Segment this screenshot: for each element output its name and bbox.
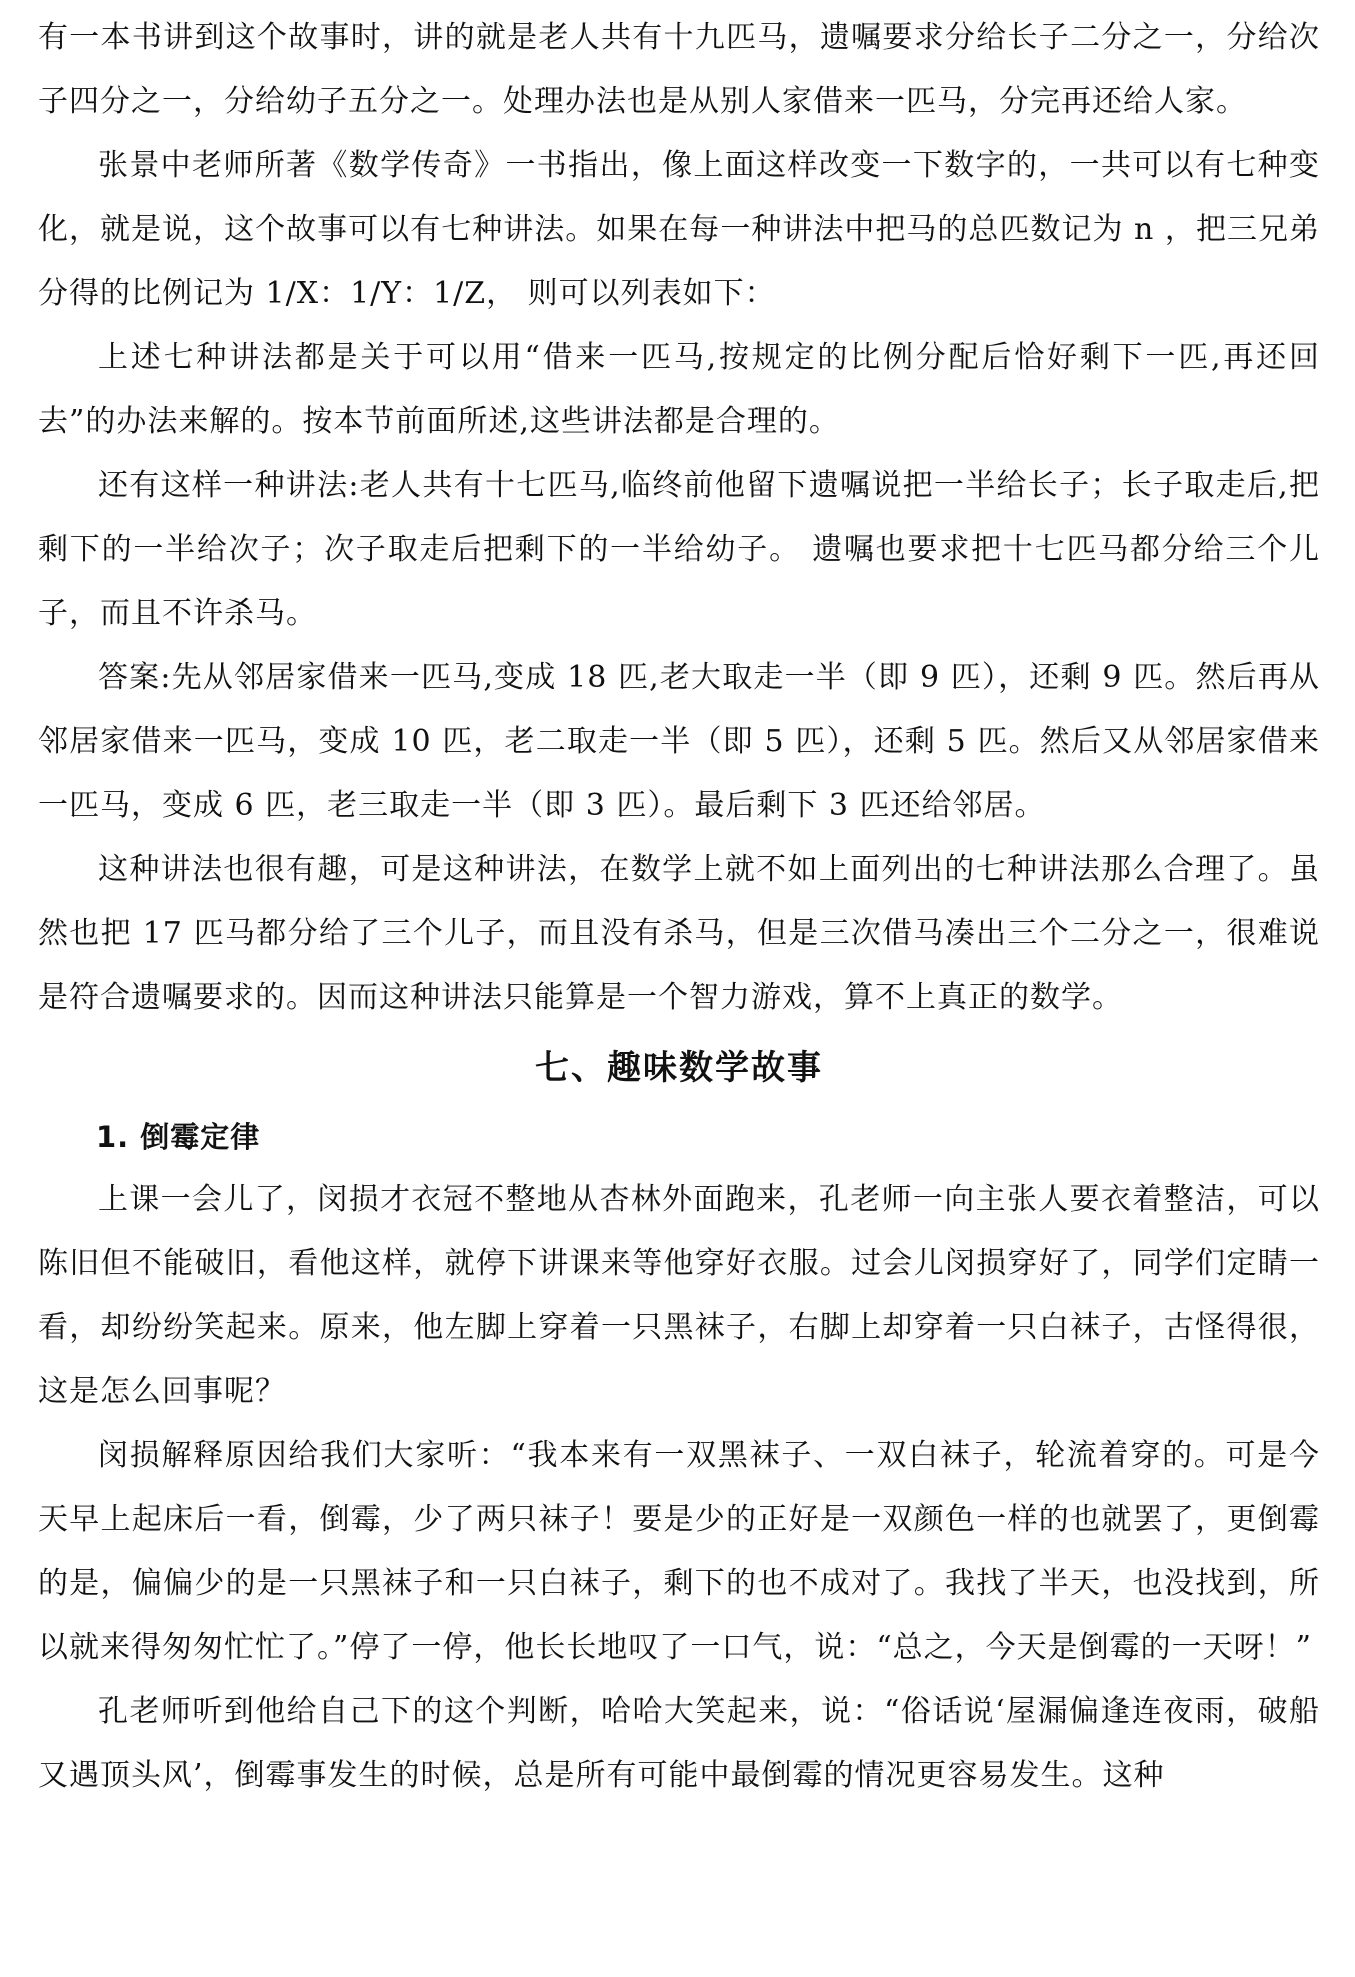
paragraph-teacher-kong: 孔老师听到他给自己下的这个判断，哈哈大笑起来，说：“俗话说‘屋漏偏逢连夜雨，破船又遇顶头风’，倒霉事发生的时候，总是所有可能中最倒霉的情况更容易发生。这种 bbox=[38, 1694, 1320, 1793]
paragraph-socks-story: 上课一会儿了，闵损才衣冠不整地从杏林外面跑来，孔老师一向主张人要衣着整洁，可以陈旧但不能破旧，看他这样，就停下讲课来等他穿好衣服。过会儿闵损穿好了，同学们定睛一看，却纷纷笑起来。原来，他左脚上穿着一只黑袜子，右脚上却穿着一只白袜子，古怪得很，这是怎么回事呢？ bbox=[38, 1182, 1320, 1409]
paragraph-borrow-method: 上述七种讲法都是关于可以用“借来一匹马,按规定的比例分配后恰好剩下一匹,再还回去”的办法来解的。按本节前面所述,这些讲法都是合理的。 bbox=[38, 340, 1320, 439]
paragraph-seven-variations: 张景中老师所著《数学传奇》一书指出，像上面这样改变一下数字的，一共可以有七种变化，就是说，这个故事可以有七种讲法。如果在每一种讲法中把马的总匹数记为 n ，把三兄弟分得的比例记为 1/X：1/Y：1/Z， 则可以列表如下： bbox=[38, 148, 1320, 311]
paragraph-min-sun-explains: 闵损解释原因给我们大家听：“我本来有一双黑袜子、一双白袜子，轮流着穿的。可是今天早上起床后一看，倒霉，少了两只袜子！要是少的正好是一双颜色一样的也就罢了，更倒霉的是，偏偏少的是一只黑袜子和一只白袜子，剩下的也不成对了。我找了半天，也没找到，所以就来得匆匆忙忙了。”停了一停，他长长地叹了一口气，说：“总之，今天是倒霉的一天呀！” bbox=[38, 1438, 1320, 1665]
paragraph-nineteen-horses: 有一本书讲到这个故事时，讲的就是老人共有十九匹马，遗嘱要求分给长子二分之一，分给次子四分之一，分给幼子五分之一。处理办法也是从别人家借来一匹马，分完再还给人家。 bbox=[38, 20, 1320, 119]
subsection-title: 1. 倒霉定律 bbox=[96, 1120, 261, 1154]
section-title: 七、趣味数学故事 bbox=[535, 1048, 823, 1088]
document-page bbox=[38, 6, 1320, 1808]
paragraph-answer: 答案:先从邻居家借来一匹马,变成 18 匹,老大取走一半（即 9 匹），还剩 9 匹。然后再从邻居家借来一匹马，变成 10 匹，老二取走一半（即 5 匹），还剩 5 匹。然后又从邻居家借来一匹马，变成 6 匹，老三取走一半（即 3 匹）。最后剩下 3 匹还给邻居。 bbox=[38, 660, 1320, 823]
paragraph-conclusion: 这种讲法也很有趣，可是这种讲法，在数学上就不如上面列出的七种讲法那么合理了。虽然也把 17 匹马都分给了三个儿子，而且没有杀马，但是三次借马凑出三个二分之一，很难说是符合遗嘱要求的。因而这种讲法只能算是一个智力游戏，算不上真正的数学。 bbox=[38, 852, 1320, 1015]
paragraph-seventeen-horses: 还有这样一种讲法:老人共有十七匹马,临终前他留下遗嘱说把一半给长子；长子取走后,把剩下的一半给次子；次子取走后把剩下的一半给幼子。 遗嘱也要求把十七匹马都分给三个儿子，而且不许杀马。 bbox=[38, 468, 1320, 631]
